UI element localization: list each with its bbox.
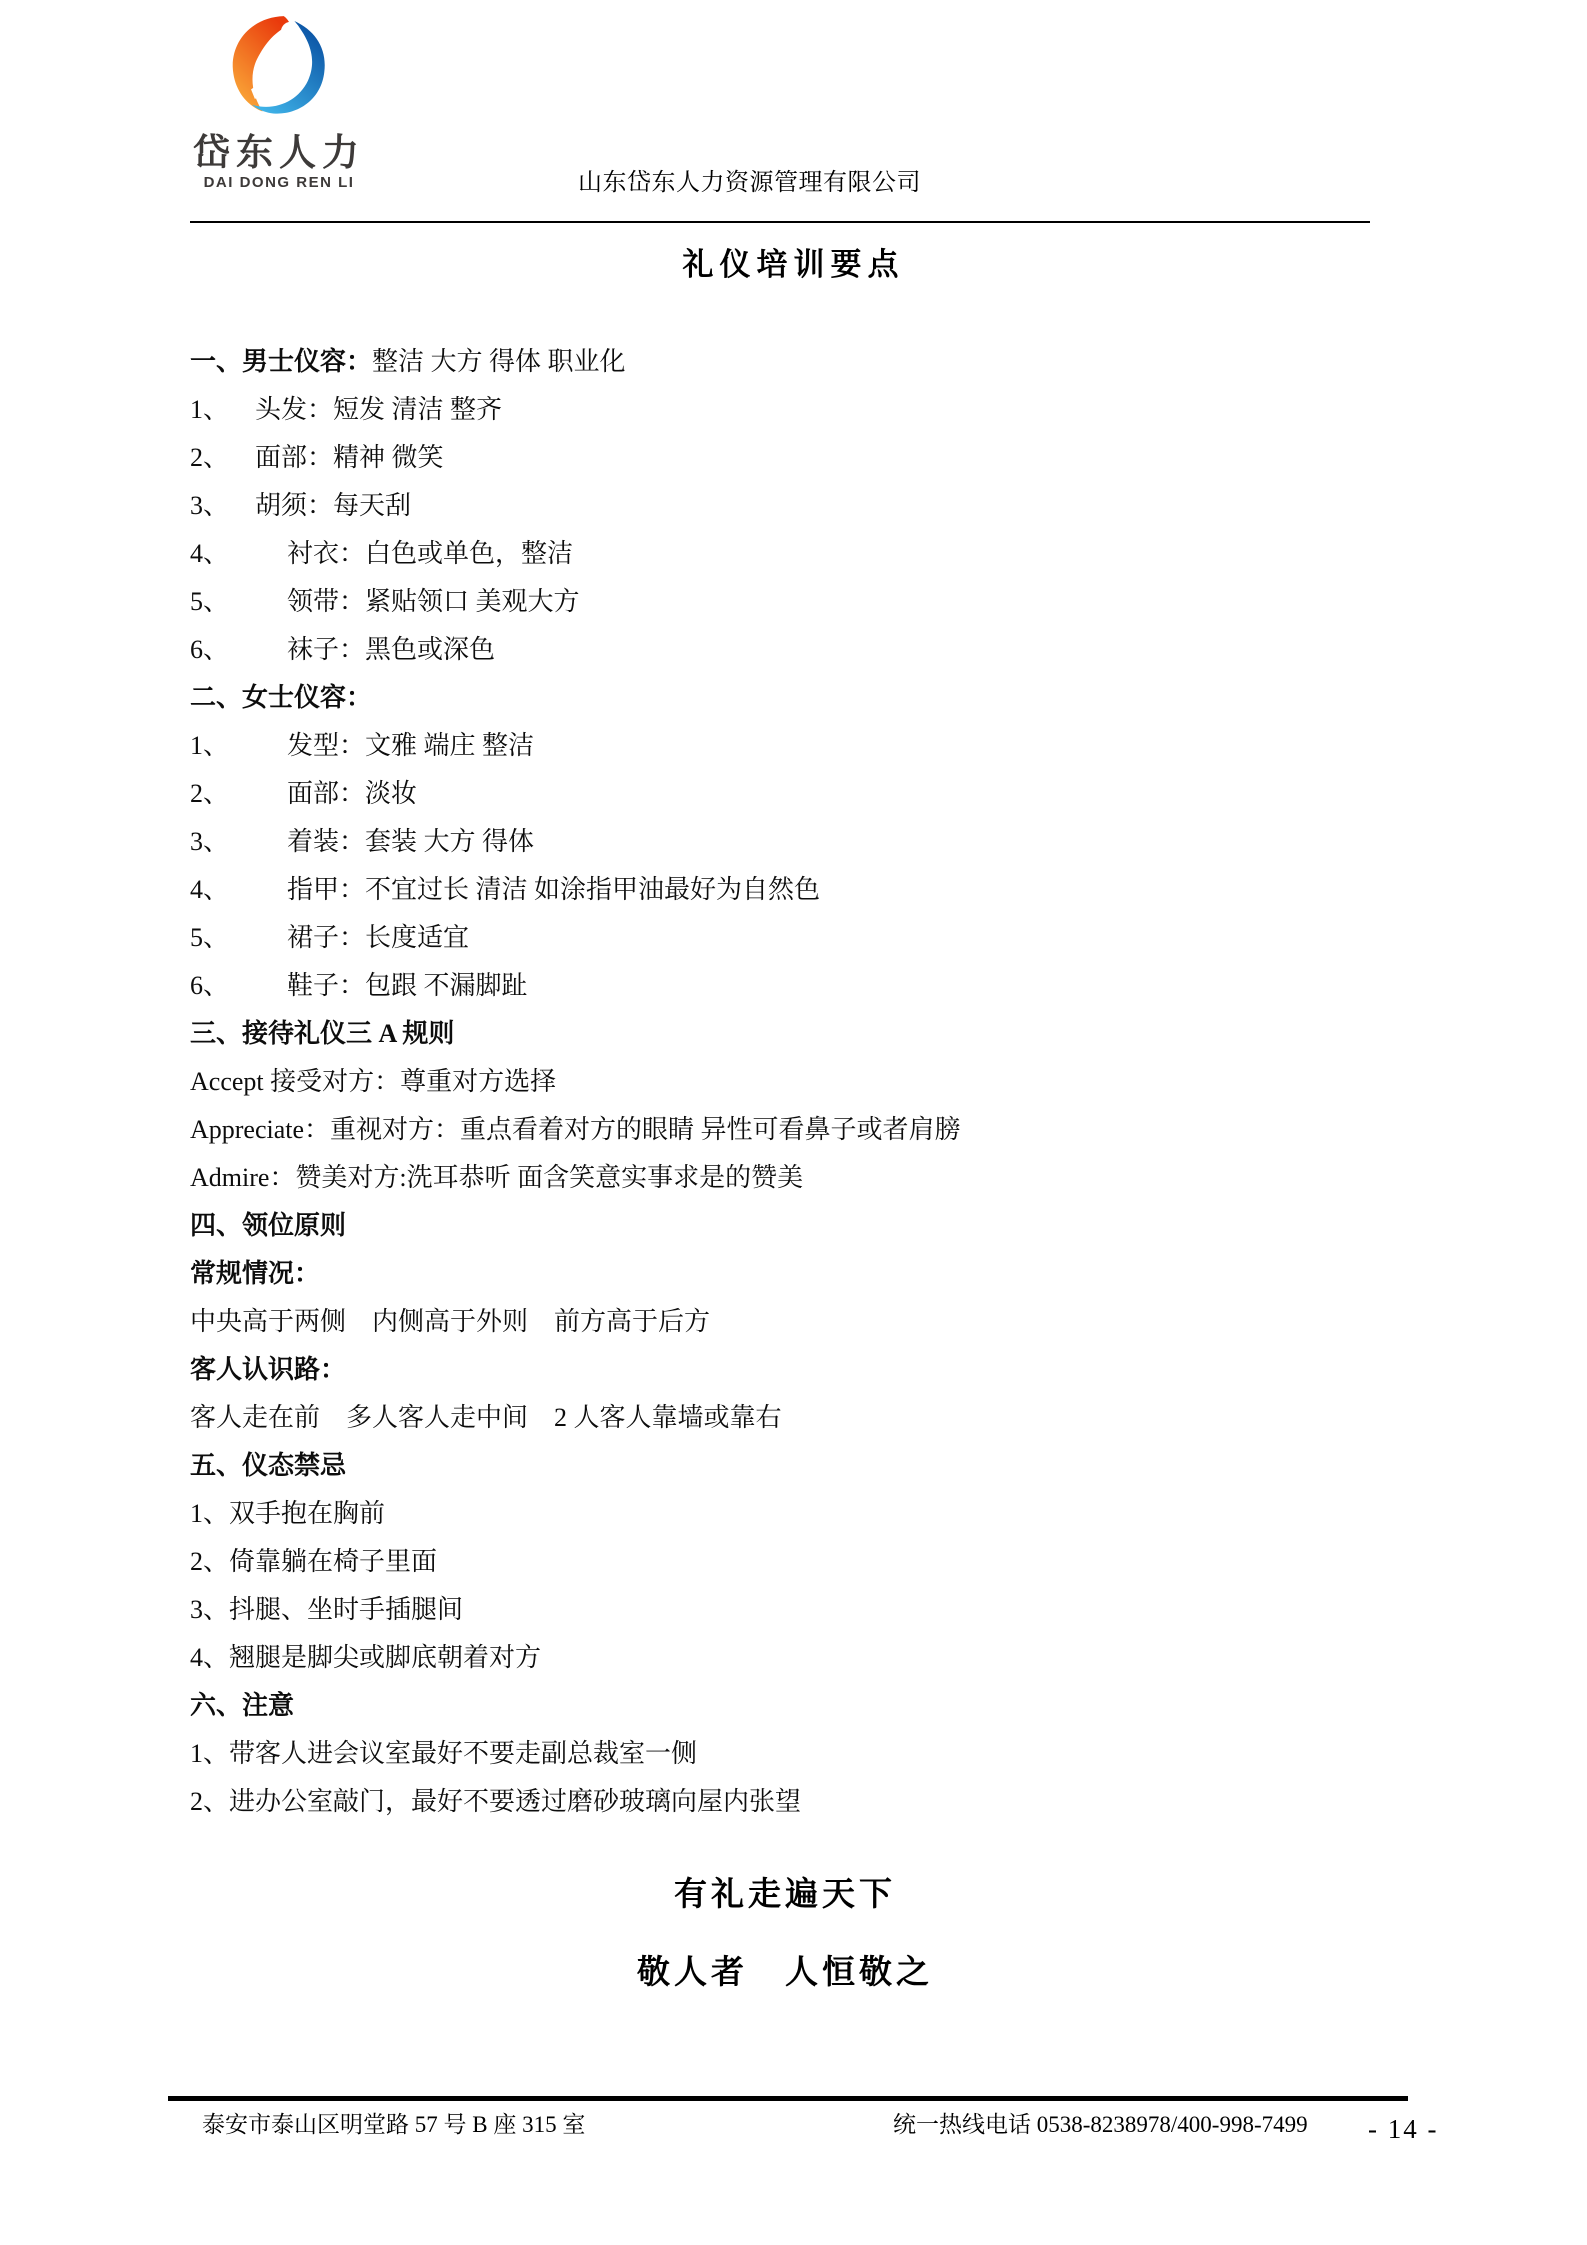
line-text: 头发：短发 清洁 整齐 bbox=[255, 395, 503, 424]
quote-line: 有礼走遍天下 bbox=[674, 1877, 896, 1913]
body-line bbox=[190, 674, 1460, 722]
body-line bbox=[190, 1730, 1460, 1778]
line-text: 裙子：长度适宜 bbox=[287, 923, 470, 952]
page-number: - 14 - bbox=[1368, 2114, 1439, 2144]
section-heading: 五、仪态禁忌 bbox=[190, 1451, 347, 1480]
line-text: 客人走在前 多人客人走中间 2 人客人靠墙或靠右 bbox=[190, 1403, 782, 1432]
body-line bbox=[190, 1394, 1460, 1442]
line-text: 中央高于两侧 内侧高于外则 前方高于后方 bbox=[190, 1307, 711, 1336]
body-line bbox=[190, 1442, 1460, 1490]
section-heading: 客人认识路： bbox=[190, 1355, 347, 1384]
body-line bbox=[190, 770, 1460, 818]
section-heading: 二、女士仪容： bbox=[190, 683, 373, 712]
logo-text-cn: 岱东人力 bbox=[193, 132, 365, 173]
company-name: 山东岱东人力资源管理有限公司 bbox=[578, 170, 921, 196]
body-line bbox=[190, 1586, 1460, 1634]
body-line bbox=[190, 1346, 1460, 1394]
line-text: Appreciate：重视对方：重点看着对方的眼睛 异性可看鼻子或者肩膀 bbox=[190, 1115, 961, 1144]
body-line bbox=[190, 818, 1460, 866]
body-line bbox=[190, 1298, 1460, 1346]
list-number: 6、 bbox=[190, 971, 230, 1000]
body-line bbox=[190, 1058, 1460, 1106]
closing-quotes bbox=[0, 1870, 1570, 1998]
line-text: 4、翘腿是脚尖或脚底朝着对方 bbox=[190, 1643, 542, 1672]
line-text: 2、进办公室敲门，最好不要透过磨砂玻璃向屋内张望 bbox=[190, 1787, 802, 1816]
list-number: 5、 bbox=[190, 587, 230, 616]
line-text: 3、抖腿、坐时手插腿间 bbox=[190, 1595, 464, 1624]
logo-text-en: DAI DONG REN LI bbox=[203, 174, 355, 191]
body-line bbox=[190, 1490, 1460, 1538]
body-line bbox=[190, 434, 1460, 482]
body-line bbox=[190, 626, 1460, 674]
line-text: 指甲：不宜过长 清洁 如涂指甲油最好为自然色 bbox=[287, 875, 821, 904]
line-text: 2、倚靠躺在椅子里面 bbox=[190, 1547, 438, 1576]
list-number: 2、 bbox=[190, 779, 230, 808]
page-title: 礼仪培训要点 bbox=[682, 247, 905, 282]
section-heading: 四、领位原则 bbox=[190, 1211, 347, 1240]
line-text: 着装：套装 大方 得体 bbox=[287, 827, 535, 856]
section-heading: 六、注意 bbox=[190, 1691, 295, 1720]
section-heading: 常规情况： bbox=[190, 1259, 321, 1288]
line-text: 衬衣：白色或单色，整洁 bbox=[287, 539, 574, 568]
list-number: 4、 bbox=[190, 875, 230, 904]
section-heading: 一、男士仪容： bbox=[190, 347, 373, 376]
list-number: 5、 bbox=[190, 923, 230, 952]
document-body bbox=[190, 338, 1460, 1826]
body-line bbox=[190, 866, 1460, 914]
header-divider bbox=[190, 221, 1370, 223]
body-line bbox=[190, 338, 1460, 386]
body-line bbox=[190, 1538, 1460, 1586]
body-line bbox=[190, 962, 1460, 1010]
list-number: 1、 bbox=[190, 731, 230, 760]
line-text: 袜子：黑色或深色 bbox=[287, 635, 496, 664]
line-text: 整洁 大方 得体 职业化 bbox=[372, 347, 626, 376]
list-number: 3、 bbox=[190, 491, 230, 520]
line-text: Accept 接受对方：尊重对方选择 bbox=[190, 1067, 557, 1096]
list-number: 1、 bbox=[190, 395, 230, 424]
line-text: Admire：赞美对方:洗耳恭听 面含笑意实事求是的赞美 bbox=[190, 1163, 804, 1192]
body-line bbox=[190, 1010, 1460, 1058]
line-text: 胡须：每天刮 bbox=[255, 491, 412, 520]
line-text: 面部：淡妆 bbox=[287, 779, 418, 808]
line-text: 鞋子：包跟 不漏脚趾 bbox=[287, 971, 528, 1000]
body-line bbox=[190, 1682, 1460, 1730]
body-line bbox=[190, 914, 1460, 962]
line-text: 发型：文雅 端庄 整洁 bbox=[287, 731, 535, 760]
body-line bbox=[190, 1106, 1460, 1154]
company-logo bbox=[188, 12, 370, 192]
body-line bbox=[190, 1634, 1460, 1682]
body-line bbox=[190, 1154, 1460, 1202]
line-text: 领带：紧贴领口 美观大方 bbox=[287, 587, 580, 616]
body-line bbox=[190, 386, 1460, 434]
list-number: 6、 bbox=[190, 635, 230, 664]
body-line bbox=[190, 530, 1460, 578]
footer-address: 泰安市泰山区明堂路 57 号 B 座 315 室 bbox=[202, 2112, 586, 2137]
body-line bbox=[190, 722, 1460, 770]
body-line bbox=[190, 578, 1460, 626]
list-number: 3、 bbox=[190, 827, 230, 856]
quote-line: 敬人者 人恒敬之 bbox=[637, 1955, 933, 1991]
footer-hotline: 统一热线电话 0538-8238978/400-998-7499 bbox=[893, 2112, 1308, 2137]
body-line bbox=[190, 482, 1460, 530]
line-text: 1、带客人进会议室最好不要走副总裁室一侧 bbox=[190, 1739, 698, 1768]
body-line bbox=[190, 1202, 1460, 1250]
list-number: 2、 bbox=[190, 443, 230, 472]
body-line bbox=[190, 1250, 1460, 1298]
list-number: 4、 bbox=[190, 539, 230, 568]
section-heading: 三、接待礼仪三 A 规则 bbox=[190, 1019, 455, 1048]
footer-divider bbox=[168, 2096, 1408, 2101]
line-text: 1、双手抱在胸前 bbox=[190, 1499, 386, 1528]
line-text: 面部：精神 微笑 bbox=[255, 443, 444, 472]
body-line bbox=[190, 1778, 1460, 1826]
company-logo-icon bbox=[226, 12, 332, 134]
